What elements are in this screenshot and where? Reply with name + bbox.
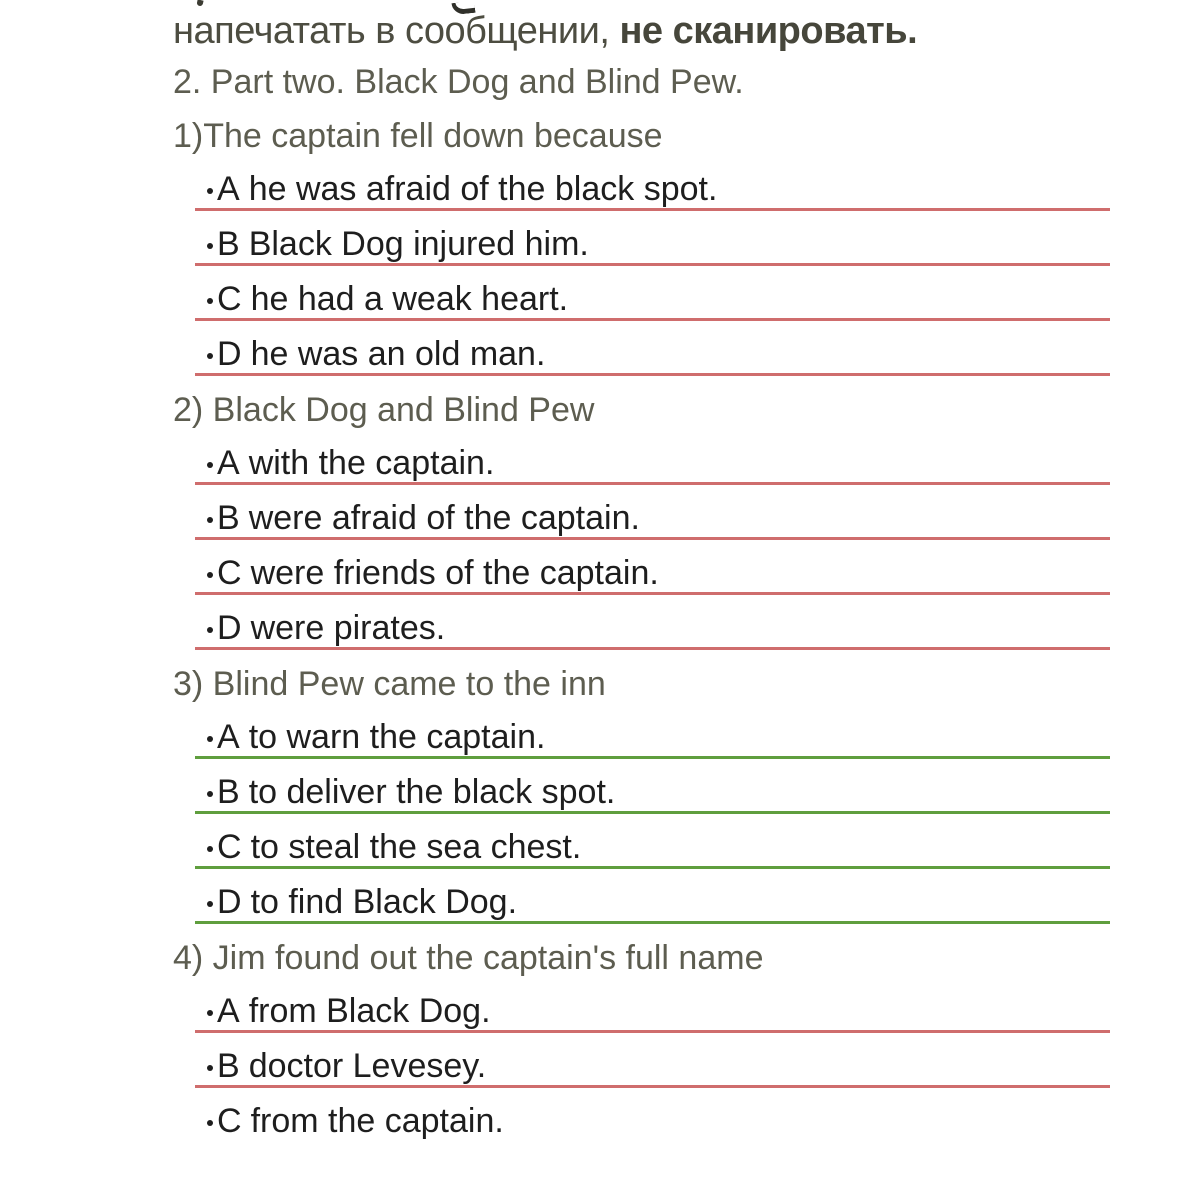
bullet-dot [207, 353, 213, 359]
option-letter: C [217, 554, 242, 592]
option-row [195, 430, 1110, 485]
option-row [195, 759, 1110, 814]
bullet-dot [207, 462, 213, 468]
question-block-2 [173, 390, 1189, 650]
option-letter: C [217, 280, 242, 318]
option-letter: B [217, 1047, 240, 1085]
bullet-dot [207, 188, 213, 194]
option-row [195, 321, 1110, 376]
option-text: he had a weak heart. [250, 280, 569, 318]
option-letter: B [217, 773, 240, 811]
question-title: 4) Jim found out the captain's full name [173, 939, 764, 977]
instruction-note-bold: не сканировать. [619, 10, 918, 52]
bullet-dot [207, 298, 213, 304]
option-row [195, 869, 1110, 924]
question-block-1 [173, 116, 1189, 376]
option-row [195, 540, 1110, 595]
bullet-dot [207, 1065, 213, 1071]
option-text: to find Black Dog. [250, 883, 518, 921]
option-row [195, 814, 1110, 869]
option-letter: A [217, 170, 240, 208]
option-letter: D [217, 883, 242, 921]
bullet-dot [207, 572, 213, 578]
option-text: were afraid of the captain. [248, 499, 640, 537]
option-text: he was an old man. [250, 335, 546, 373]
option-row [195, 1033, 1110, 1088]
option-text: to steal the sea chest. [250, 828, 582, 866]
option-row [195, 485, 1110, 540]
option-row [195, 156, 1110, 211]
question-block-4 [173, 938, 1189, 1143]
option-text: with the captain. [248, 444, 495, 482]
option-row [195, 595, 1110, 650]
instruction-note-regular: напечатать в сообщении, [173, 10, 620, 52]
option-letter: A [217, 718, 240, 756]
option-text: were friends of the captain. [250, 554, 659, 592]
bullet-dot [207, 517, 213, 523]
bullet-dot [207, 1010, 213, 1016]
bullet-dot [207, 791, 213, 797]
bullet-dot [207, 736, 213, 742]
option-letter: C [217, 1102, 242, 1140]
option-row [195, 211, 1110, 266]
option-row [195, 978, 1110, 1033]
option-text: to warn the captain. [248, 718, 546, 756]
question-title: 1)The captain fell down because [173, 117, 663, 155]
bullet-dot [207, 901, 213, 907]
option-letter: A [217, 444, 240, 482]
option-text: Black Dog injured him. [248, 225, 589, 263]
option-text: from Black Dog. [248, 992, 491, 1030]
option-text: to deliver the black spot. [248, 773, 616, 811]
instruction-note [173, 8, 1189, 54]
bullet-dot [207, 1120, 213, 1126]
question-title: 3) Blind Pew came to the inn [173, 665, 606, 703]
option-letter: A [217, 992, 240, 1030]
option-text: doctor Levesey. [248, 1047, 487, 1085]
option-letter: C [217, 828, 242, 866]
option-letter: D [217, 609, 242, 647]
option-row [195, 266, 1110, 321]
option-letter: D [217, 335, 242, 373]
option-letter: B [217, 225, 240, 263]
option-row [195, 1088, 1110, 1143]
bullet-dot [207, 627, 213, 633]
question-title: 2) Black Dog and Blind Pew [173, 391, 595, 429]
option-row [195, 704, 1110, 759]
option-letter: B [217, 499, 240, 537]
section-title: 2. Part two. Black Dog and Blind Pew. [173, 63, 744, 101]
option-text: he was afraid of the black spot. [248, 170, 718, 208]
bullet-dot [207, 243, 213, 249]
question-block-3 [173, 664, 1189, 924]
option-text: were pirates. [250, 609, 446, 647]
bullet-dot [207, 846, 213, 852]
option-text: from the captain. [250, 1102, 504, 1140]
